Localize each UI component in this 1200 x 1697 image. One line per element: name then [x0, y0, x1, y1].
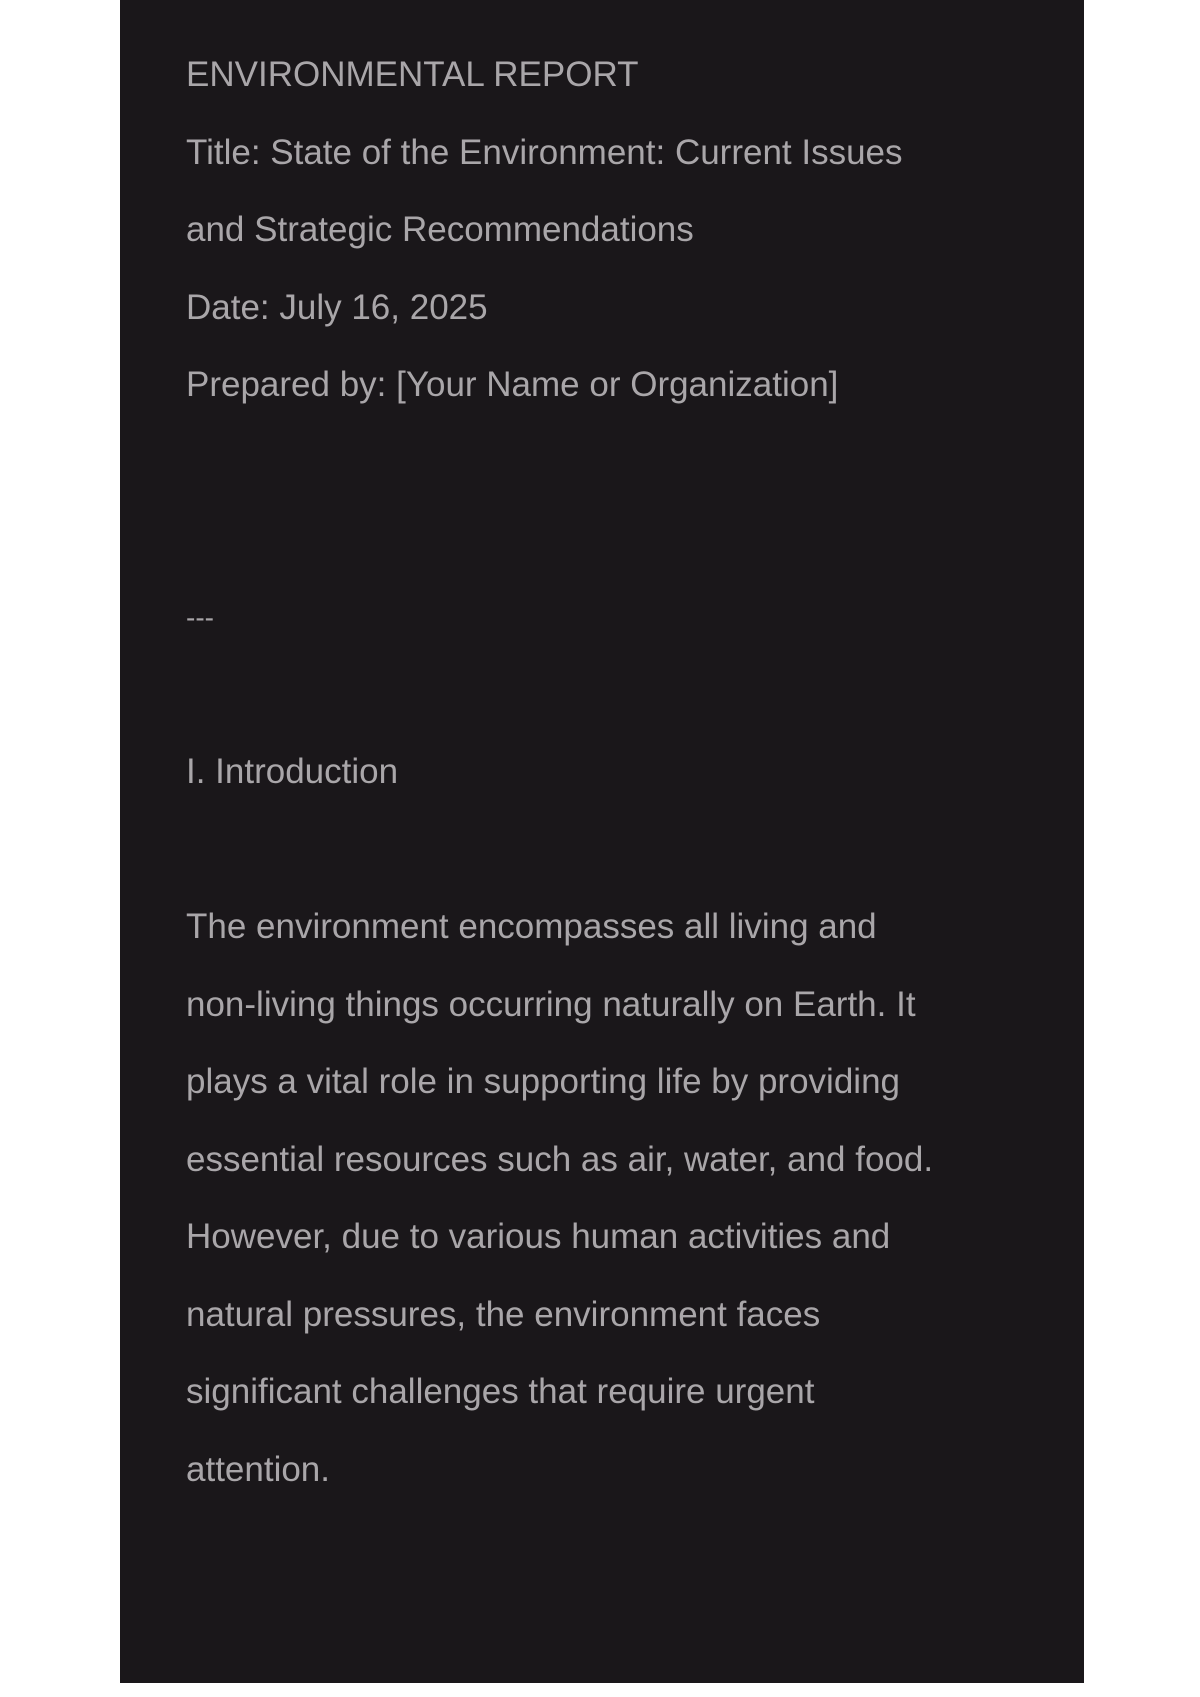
document-page [120, 0, 1084, 1683]
report-date: Date: July 16, 2025 [186, 287, 488, 327]
paragraph-line: non-living things occurring naturally on Earth. It [186, 984, 916, 1024]
paragraph-line: significant challenges that require urgent [186, 1372, 815, 1411]
report-title-line-2: and Strategic Recommendations [186, 210, 694, 249]
paragraph-line: attention. [186, 1449, 330, 1489]
prepared-by: Prepared by: [Your Name or Organization] [186, 365, 839, 404]
paragraph-line: However, due to various human activities and [186, 1217, 891, 1256]
paragraph-line: natural pressures, the environment faces [186, 1294, 821, 1334]
section-separator: --- [186, 602, 214, 633]
introduction-heading: I. Introduction [186, 752, 399, 791]
paragraph-line: The environment encompasses all living and [186, 907, 877, 946]
paragraph-line: essential resources such as air, water, and food. [186, 1139, 934, 1179]
paragraph-line: plays a vital role in supporting life by providing [186, 1062, 900, 1101]
report-label: ENVIRONMENTAL REPORT [186, 55, 639, 94]
report-header [186, 36, 903, 424]
introduction-paragraph [186, 888, 933, 1508]
report-title-line-1: Title: State of the Environment: Current Issues [186, 132, 903, 172]
